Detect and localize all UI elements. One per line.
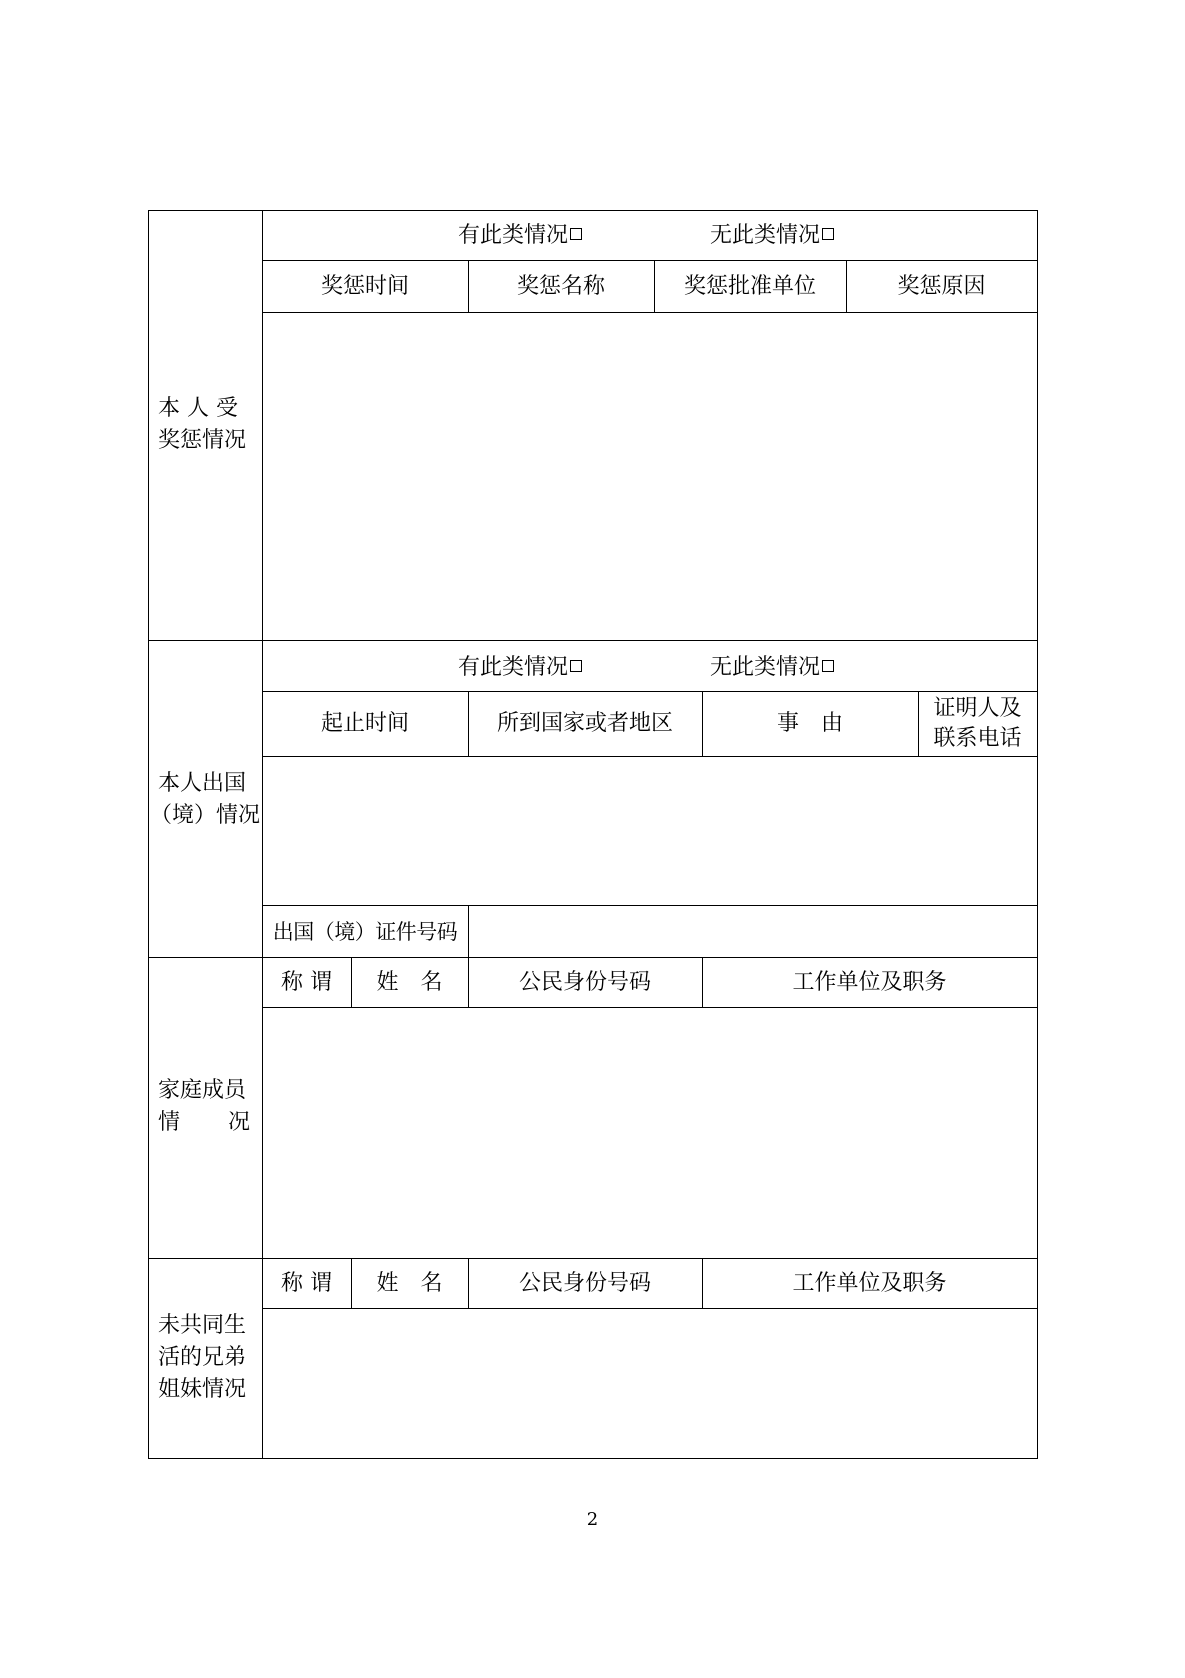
family-col-relation: 称 谓 bbox=[281, 969, 332, 995]
siblings-col-id-number: 公民身份号码 bbox=[518, 1270, 651, 1296]
section-divider-awards-abroad bbox=[148, 640, 1038, 641]
awards-has-option-label: 有此类情况 bbox=[458, 223, 569, 248]
family-col-employer: 工作单位及职务 bbox=[792, 969, 947, 995]
abroad-label-line2: （境）情况 bbox=[150, 803, 261, 828]
page-number: 2 bbox=[586, 1509, 599, 1530]
siblings-label-line1: 未共同生 bbox=[158, 1313, 247, 1338]
abroad-witness-line2: 联系电话 bbox=[933, 726, 1022, 751]
abroad-label-line1: 本人出国 bbox=[158, 771, 247, 796]
abroad-none-checkbox[interactable] bbox=[822, 660, 834, 672]
awards-section-label bbox=[158, 393, 246, 457]
table-top-border bbox=[148, 210, 1038, 211]
awards-label-line1: 本 人 受 bbox=[158, 396, 238, 421]
abroad-has-option[interactable] bbox=[458, 653, 582, 683]
abroad-none-option[interactable] bbox=[710, 653, 834, 683]
awards-col-authority: 奖惩批准单位 bbox=[683, 273, 816, 299]
family-entry-area[interactable] bbox=[263, 1008, 1037, 1258]
table-right-border bbox=[1037, 210, 1038, 1459]
family-col-name: 姓 名 bbox=[376, 969, 443, 995]
awards-has-checkbox[interactable] bbox=[570, 228, 582, 240]
family-label-line2-b: 况 bbox=[227, 1110, 250, 1135]
awards-none-option[interactable] bbox=[710, 221, 834, 251]
family-col-id-number: 公民身份号码 bbox=[518, 969, 651, 995]
siblings-col-employer: 工作单位及职务 bbox=[792, 1270, 947, 1296]
abroad-has-checkbox[interactable] bbox=[570, 660, 582, 672]
awards-col-name: 奖惩名称 bbox=[516, 273, 605, 299]
awards-none-option-label: 无此类情况 bbox=[710, 223, 821, 248]
awards-label-line2: 奖惩情况 bbox=[158, 428, 247, 453]
family-label-line1: 家庭成员 bbox=[158, 1078, 247, 1103]
siblings-label-line2: 活的兄弟 bbox=[158, 1345, 247, 1370]
awards-col-reason: 奖惩原因 bbox=[897, 273, 986, 299]
table-bottom-border bbox=[148, 1458, 1038, 1459]
awards-col-time: 奖惩时间 bbox=[320, 273, 409, 299]
abroad-col-witness bbox=[918, 692, 1037, 756]
table-left-border bbox=[148, 210, 149, 1459]
abroad-has-option-label: 有此类情况 bbox=[458, 655, 569, 680]
awards-entry-area[interactable] bbox=[263, 313, 1037, 640]
abroad-witness-line1: 证明人及 bbox=[933, 696, 1022, 721]
family-label-line2 bbox=[158, 1107, 250, 1139]
abroad-passport-input[interactable] bbox=[469, 906, 1037, 957]
abroad-none-option-label: 无此类情况 bbox=[710, 655, 821, 680]
family-label-line2-a: 情 bbox=[158, 1110, 181, 1135]
abroad-col-destination: 所到国家或者地区 bbox=[496, 711, 673, 736]
siblings-col-relation: 称 谓 bbox=[281, 1270, 332, 1296]
abroad-col-reason: 事 由 bbox=[776, 711, 843, 736]
abroad-section-label bbox=[150, 768, 261, 832]
siblings-section-label bbox=[158, 1310, 246, 1406]
abroad-entry-area[interactable] bbox=[263, 757, 1037, 904]
siblings-col-name: 姓 名 bbox=[376, 1270, 443, 1296]
family-section-label bbox=[158, 1075, 250, 1139]
abroad-passport-label: 出国（境）证件号码 bbox=[272, 919, 458, 944]
siblings-label-line3: 姐妹情况 bbox=[158, 1377, 247, 1402]
siblings-entry-area[interactable] bbox=[263, 1309, 1037, 1458]
abroad-col-period: 起止时间 bbox=[320, 711, 409, 736]
awards-has-option[interactable] bbox=[458, 221, 582, 251]
awards-none-checkbox[interactable] bbox=[822, 228, 834, 240]
